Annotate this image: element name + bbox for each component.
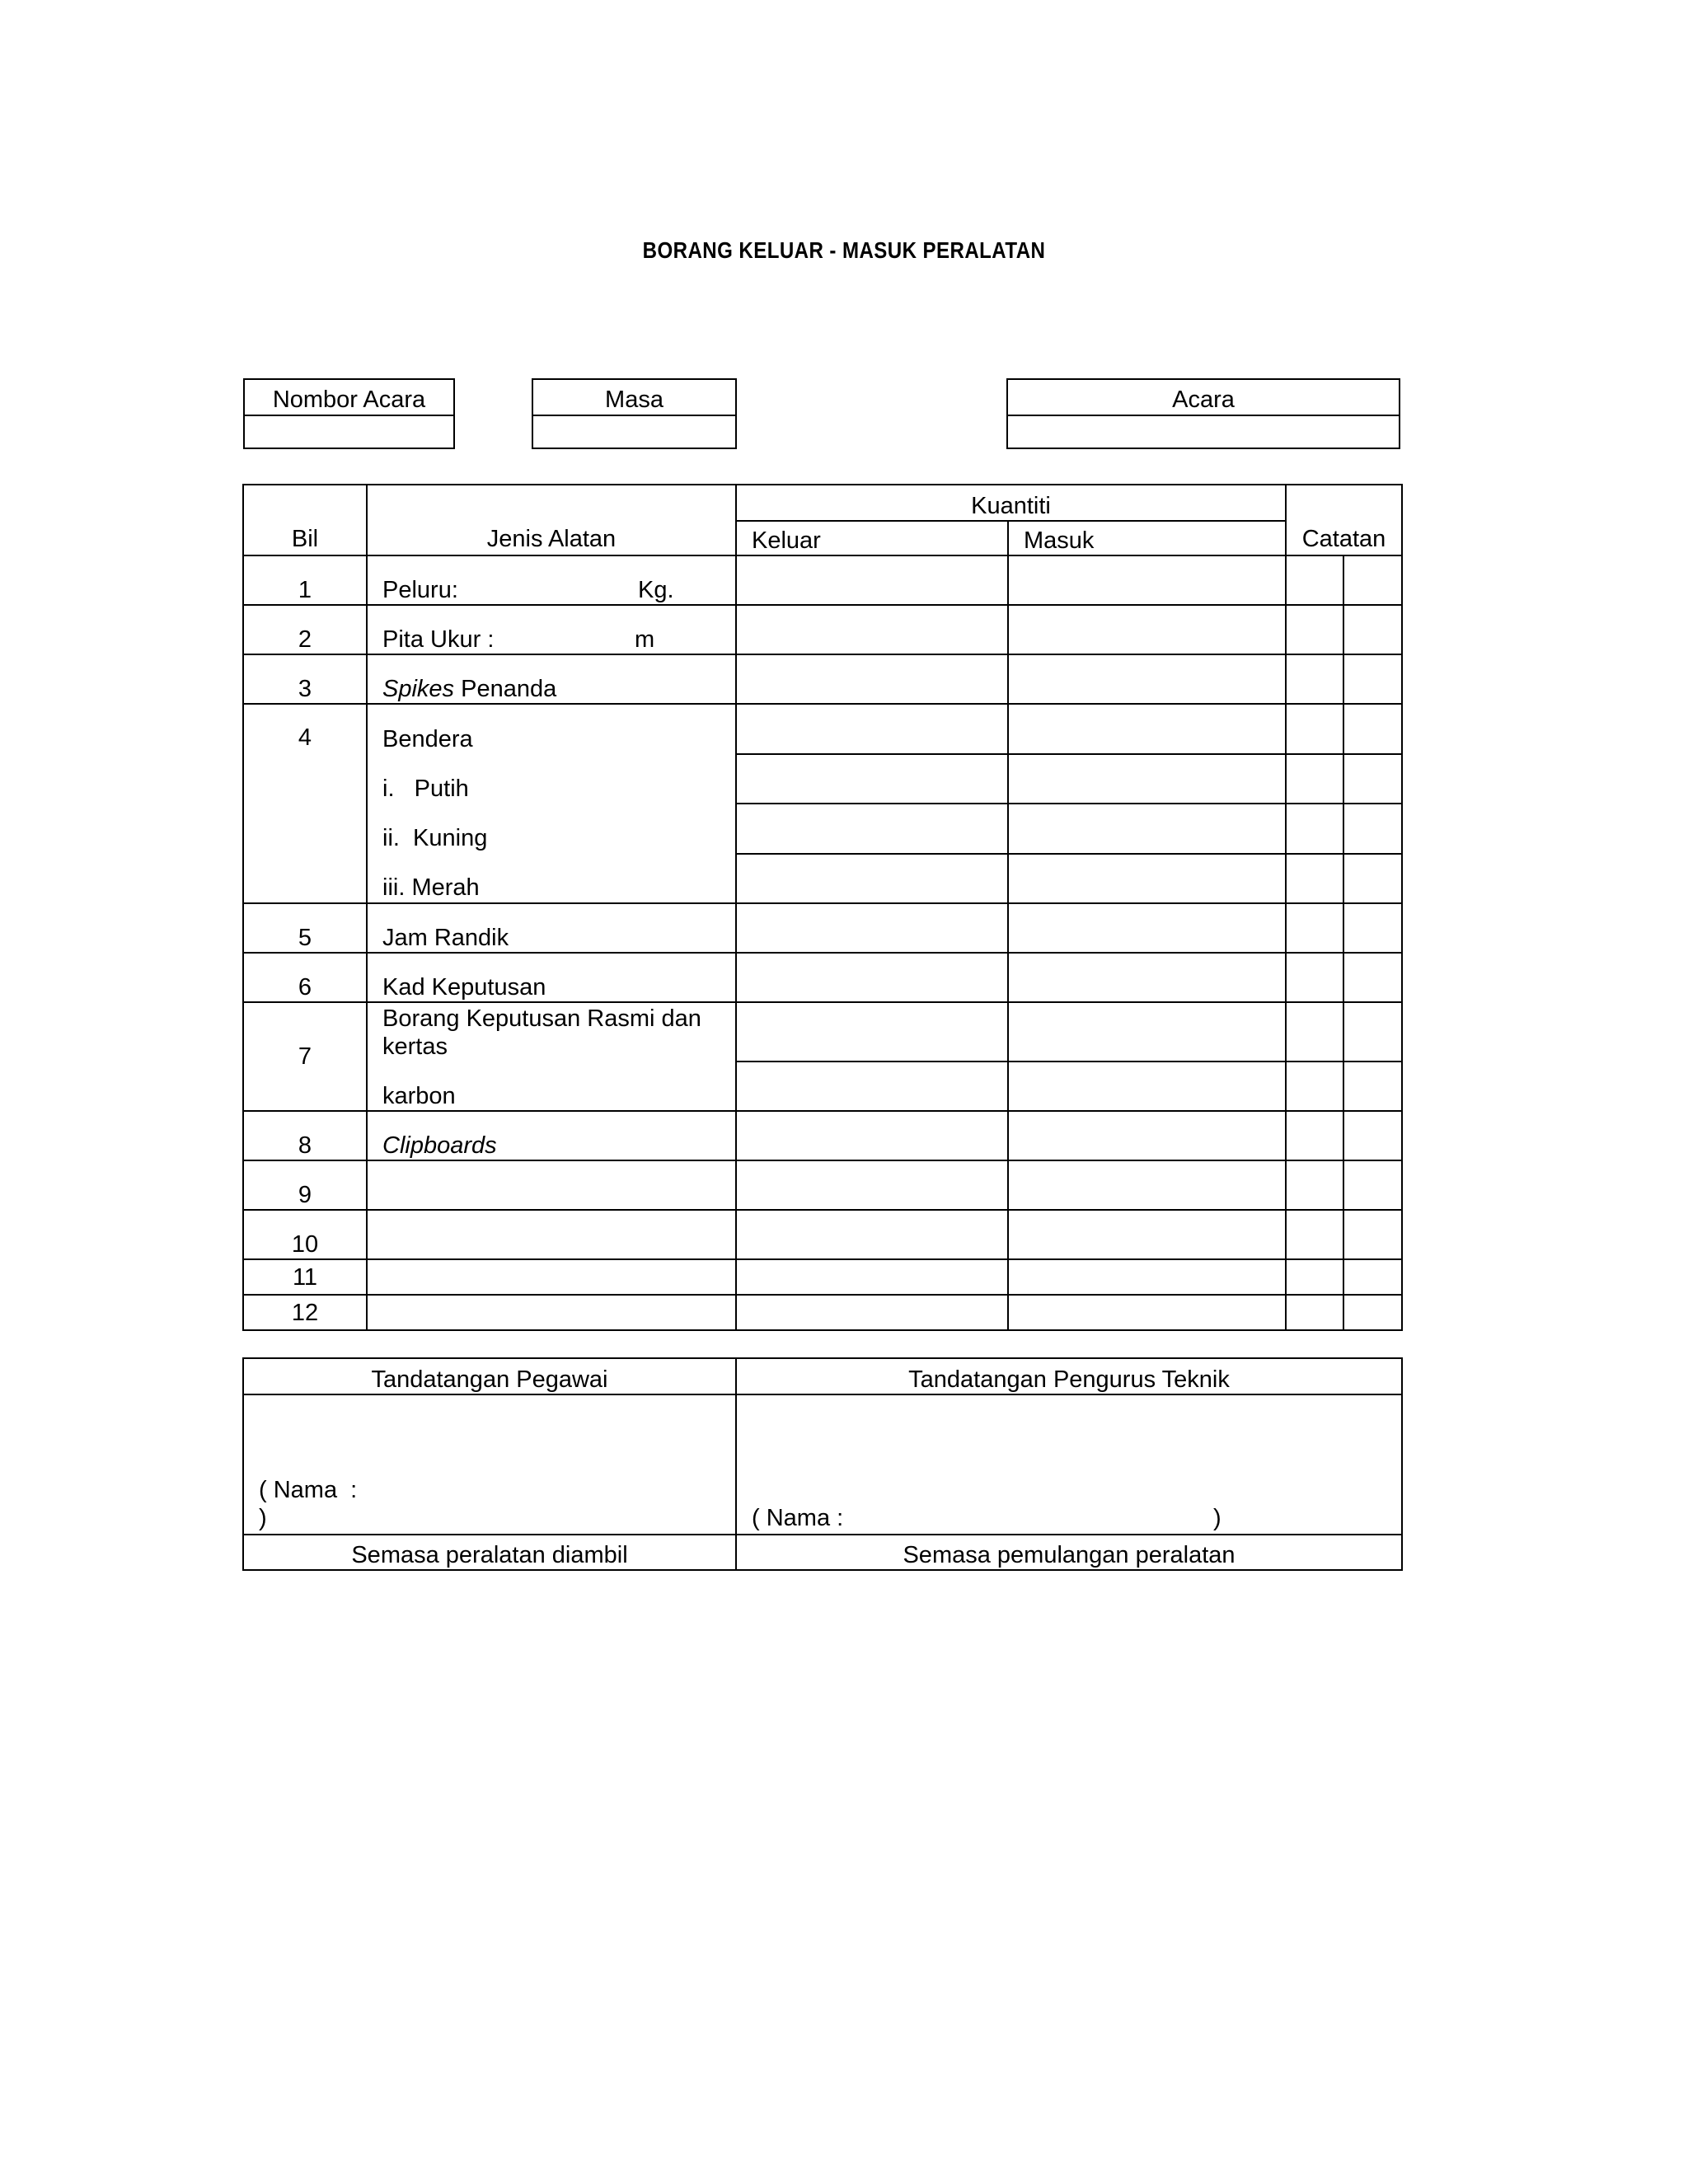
keluar-cell[interactable] [736, 704, 1008, 754]
catatan-cell[interactable] [1286, 605, 1343, 654]
row-number: 11 [243, 1259, 367, 1295]
item-name [367, 654, 736, 704]
keluar-cell[interactable] [736, 555, 1008, 605]
item-name [367, 1002, 736, 1111]
item-label: Bendera [382, 726, 473, 752]
item-unit: m [635, 626, 655, 653]
masuk-cell[interactable] [1008, 1111, 1286, 1160]
catatan-cell[interactable] [1286, 953, 1343, 1002]
catatan-cell[interactable] [1343, 1111, 1402, 1160]
catatan-cell[interactable] [1343, 555, 1402, 605]
manager-name-close: ) [1213, 1505, 1221, 1531]
catatan-cell[interactable] [1343, 605, 1402, 654]
keluar-cell[interactable] [736, 1062, 1008, 1111]
masuk-cell[interactable] [1008, 854, 1286, 904]
table-row [243, 1210, 1402, 1259]
table-row [243, 654, 1402, 704]
keluar-cell[interactable] [736, 1259, 1008, 1295]
table-row [243, 1295, 1402, 1330]
acara-box [1006, 378, 1400, 449]
catatan-cell[interactable] [1286, 1062, 1343, 1111]
catatan-cell[interactable] [1343, 903, 1402, 953]
acara-field[interactable] [1008, 416, 1399, 449]
catatan-cell[interactable] [1286, 654, 1343, 704]
catatan-cell[interactable] [1343, 1259, 1402, 1295]
manager-name-label: ( Nama : [752, 1505, 844, 1531]
keluar-cell[interactable] [736, 654, 1008, 704]
form-title: BORANG KELUAR - MASUK PERALATAN [642, 237, 1046, 263]
col-catatan-header: Catatan [1286, 485, 1402, 555]
table-row [243, 704, 1402, 754]
row-number: 9 [243, 1160, 367, 1210]
keluar-cell[interactable] [736, 1111, 1008, 1160]
masa-box [532, 378, 737, 449]
masuk-cell[interactable] [1008, 704, 1286, 754]
signature-table [242, 1357, 1403, 1571]
col-kuantiti-header: Kuantiti [736, 485, 1286, 521]
officer-name-close: ) [259, 1505, 267, 1531]
masa-label: Masa [533, 380, 735, 416]
row-number: 4 [243, 704, 367, 903]
row-number: 8 [243, 1111, 367, 1160]
officer-signature-area[interactable] [243, 1394, 736, 1535]
table-row [243, 605, 1402, 654]
catatan-cell[interactable] [1286, 754, 1343, 804]
catatan-cell[interactable] [1286, 1111, 1343, 1160]
nombor-acara-field[interactable] [245, 416, 453, 449]
item-label: Peluru: [382, 577, 458, 603]
catatan-cell[interactable] [1286, 1295, 1343, 1330]
catatan-cell[interactable] [1343, 1062, 1402, 1111]
row-number: 7 [243, 1002, 367, 1111]
item-label-italic: Spikes [382, 676, 455, 702]
row-number: 10 [243, 1210, 367, 1259]
catatan-cell[interactable] [1343, 1002, 1402, 1062]
catatan-cell[interactable] [1286, 1259, 1343, 1295]
equipment-table [242, 484, 1403, 1331]
keluar-cell[interactable] [736, 1002, 1008, 1062]
catatan-cell[interactable] [1343, 704, 1402, 754]
row-number: 2 [243, 605, 367, 654]
item-name: Kad Keputusan [367, 953, 736, 1002]
returned-caption: Semasa pemulangan peralatan [736, 1535, 1402, 1570]
table-row [243, 555, 1402, 605]
nombor-acara-box [243, 378, 455, 449]
catatan-cell[interactable] [1286, 555, 1343, 605]
catatan-cell[interactable] [1286, 903, 1343, 953]
officer-name-label: ( Nama : [259, 1477, 358, 1503]
masuk-cell[interactable] [1008, 1160, 1286, 1210]
catatan-cell[interactable] [1343, 1210, 1402, 1259]
item-name [367, 704, 736, 903]
masuk-cell[interactable] [1008, 804, 1286, 854]
masuk-cell[interactable] [1008, 654, 1286, 704]
col-jenis-header: Jenis Alatan [367, 485, 736, 555]
row-number: 3 [243, 654, 367, 704]
row-number: 1 [243, 555, 367, 605]
item-label: Borang Keputusan Rasmi dan kertas [382, 1005, 701, 1060]
masa-field[interactable] [533, 416, 735, 449]
col-keluar-header: Keluar [736, 521, 1008, 555]
masuk-cell[interactable] [1008, 953, 1286, 1002]
officer-signature-header: Tandatangan Pegawai [243, 1358, 736, 1394]
item-name: Clipboards [367, 1111, 736, 1160]
item-name: Jam Randik [367, 903, 736, 953]
item-name-cell[interactable] [367, 1210, 736, 1259]
masuk-cell[interactable] [1008, 555, 1286, 605]
catatan-cell[interactable] [1286, 704, 1343, 754]
col-bil-header: Bil [243, 485, 367, 555]
table-row [243, 1160, 1402, 1210]
masuk-cell[interactable] [1008, 903, 1286, 953]
item-label-continued: karbon [382, 1083, 456, 1109]
catatan-cell[interactable] [1286, 1160, 1343, 1210]
catatan-cell[interactable] [1286, 1210, 1343, 1259]
masuk-cell[interactable] [1008, 605, 1286, 654]
row-number: 6 [243, 953, 367, 1002]
col-masuk-header: Masuk [1008, 521, 1286, 555]
item-name-cell[interactable] [367, 1160, 736, 1210]
catatan-cell[interactable] [1343, 804, 1402, 854]
item-name [367, 605, 736, 654]
catatan-cell[interactable] [1286, 804, 1343, 854]
catatan-cell[interactable] [1343, 654, 1402, 704]
masuk-cell[interactable] [1008, 1295, 1286, 1330]
item-label: Pita Ukur : [382, 626, 495, 653]
catatan-cell[interactable] [1343, 953, 1402, 1002]
table-row [243, 1259, 1402, 1295]
keluar-cell[interactable] [736, 804, 1008, 854]
keluar-cell[interactable] [736, 1160, 1008, 1210]
keluar-cell[interactable] [736, 953, 1008, 1002]
table-row [243, 903, 1402, 953]
masuk-cell[interactable] [1008, 1210, 1286, 1259]
acara-label: Acara [1008, 380, 1399, 416]
item-label: Penanda [454, 676, 557, 702]
manager-signature-area[interactable] [736, 1394, 1402, 1535]
row-number: 12 [243, 1295, 367, 1330]
keluar-cell[interactable] [736, 903, 1008, 953]
catatan-cell[interactable] [1343, 754, 1402, 804]
table-row [243, 953, 1402, 1002]
masuk-cell[interactable] [1008, 754, 1286, 804]
sub-item-label: iii. Merah [382, 874, 480, 901]
catatan-cell[interactable] [1286, 1002, 1343, 1062]
item-unit: Kg. [638, 577, 674, 603]
catatan-cell[interactable] [1286, 854, 1343, 904]
row-number: 5 [243, 903, 367, 953]
item-name [367, 555, 736, 605]
keluar-cell[interactable] [736, 854, 1008, 904]
item-name-cell[interactable] [367, 1259, 736, 1295]
masuk-cell[interactable] [1008, 1062, 1286, 1111]
masuk-cell[interactable] [1008, 1259, 1286, 1295]
catatan-cell[interactable] [1343, 854, 1402, 904]
item-name-cell[interactable] [367, 1295, 736, 1330]
nombor-acara-label: Nombor Acara [245, 380, 453, 416]
table-row [243, 1111, 1402, 1160]
sub-item-label: i. Putih [382, 776, 469, 802]
keluar-cell[interactable] [736, 1295, 1008, 1330]
table-row [243, 1002, 1402, 1062]
manager-signature-header: Tandatangan Pengurus Teknik [736, 1358, 1402, 1394]
keluar-cell[interactable] [736, 1210, 1008, 1259]
catatan-cell[interactable] [1343, 1160, 1402, 1210]
taken-caption: Semasa peralatan diambil [243, 1535, 736, 1570]
masuk-cell[interactable] [1008, 1002, 1286, 1062]
keluar-cell[interactable] [736, 605, 1008, 654]
catatan-cell[interactable] [1343, 1295, 1402, 1330]
sub-item-label: ii. Kuning [382, 825, 488, 851]
keluar-cell[interactable] [736, 754, 1008, 804]
